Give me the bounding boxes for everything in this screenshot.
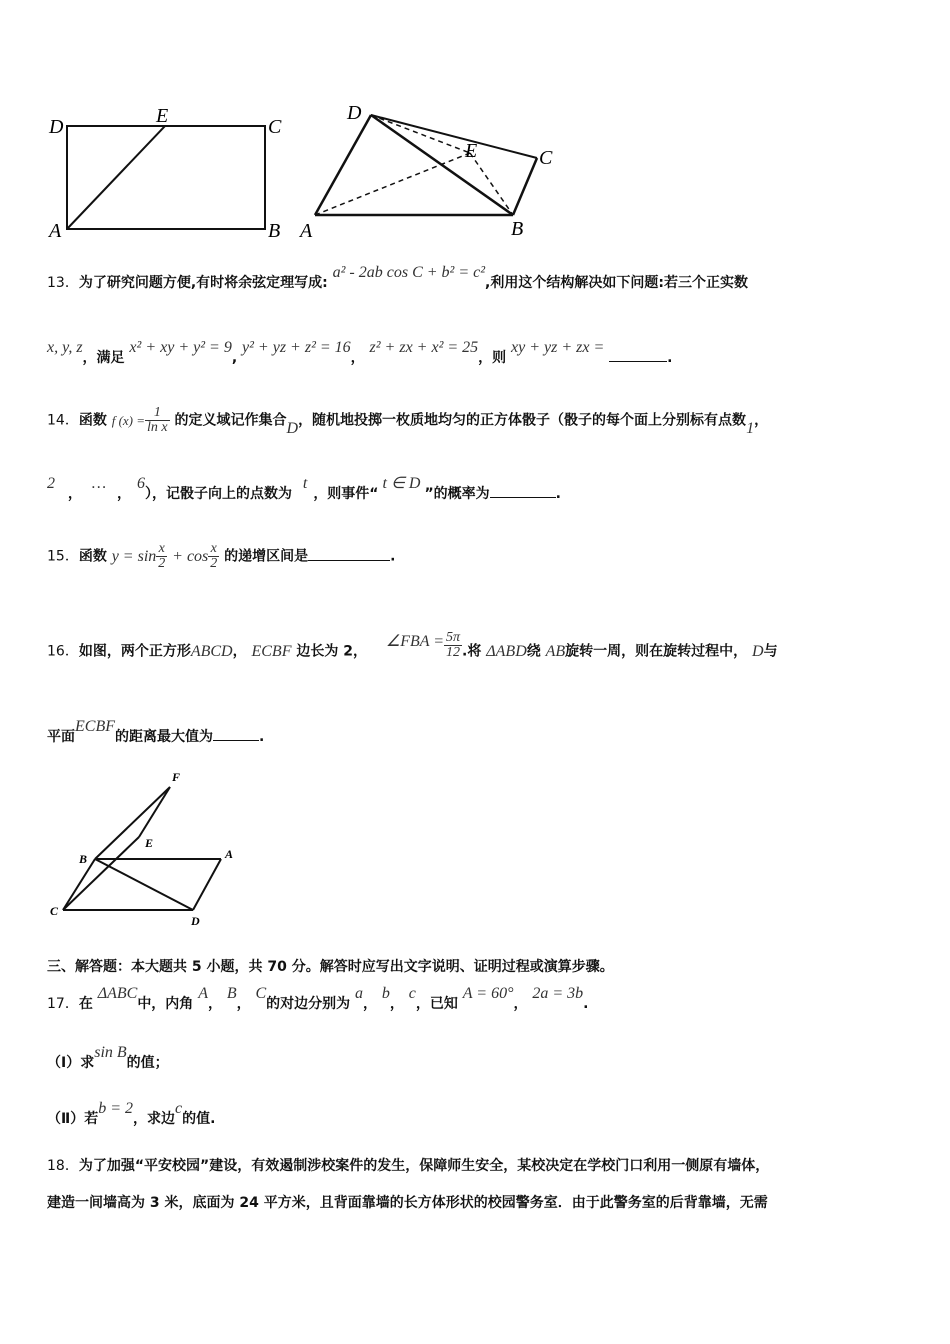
question-number: 15． [47,548,79,565]
q14-text: ”的概率为 [424,486,490,502]
side-b: b [381,985,390,1002]
fraction-numerator: 5π [446,630,461,645]
fraction-denominator: ln x [147,420,168,435]
question-number: 14． [47,412,79,429]
part-2-text: ，求边 [133,1111,176,1127]
q16-text: 与 [763,643,778,660]
label-b: B [268,220,281,242]
edge-de [371,115,470,153]
label-c: C [50,904,59,918]
q16-line2 [47,718,910,746]
question-number: 16． [47,643,79,660]
figure-two-squares [45,765,245,935]
part-2-label: （Ⅱ）若 [47,1111,99,1127]
q16-text: 的距离最大值为 [115,729,213,745]
edge-bf [95,787,170,859]
q16-text: 如图，两个正方形 [78,643,191,660]
condition-angle-a: A = 60° [462,985,514,1002]
q16-text: 旋转一周，则在旋转过程中， [565,643,748,660]
label-c: C [268,116,282,138]
edge-eb [470,153,513,215]
part-1-label: （Ⅰ）求 [47,1055,95,1071]
set-d: D [286,419,299,437]
function-fx: f (x) = [111,412,146,428]
comma: ， [232,643,247,660]
comma: ， [116,486,131,502]
edge-ec [63,837,139,910]
rect-abcd [67,126,265,229]
fraction-x-over-2 [208,542,219,571]
q13-text: ,利用这个结构解决如下问题:若三个正实数 [485,275,748,291]
q18-text: 为了加强“平安校园”建设，有效遏制涉校案件的发生，保障师生安全，某校决定在学校门口利用一侧原有墙体， [78,1158,770,1174]
plus-cos: + cos [172,547,209,565]
q18-text: 建造一间墙高为 3 米，底面为 24 平方米，且背面靠墙的长方体形状的校园警务室．由于此警务室的后背靠墙，无需 [47,1195,768,1211]
q13-line2: x, y, z，满足 x² + xy + y² = 9, y² + yz + z² = 16， z² + zx + x² = 25，则 xy + yz + zx = . [47,339,673,366]
label-a: A [300,220,313,242]
edge-da [315,115,371,215]
q17-end: . [583,996,589,1012]
target-expression: xy + yz + zx = [511,339,605,356]
part-1-text: 的值； [126,1055,169,1071]
angle-b: B [226,985,237,1002]
question-number: 13． [47,275,79,291]
fraction-numerator: x [208,542,219,557]
variable-t: t [302,475,308,492]
q17-part2 [47,1100,910,1128]
figure-folded [295,95,565,245]
edge-ae [315,153,470,215]
comma: ， [754,412,769,429]
q17-text: ，已知 [415,996,458,1012]
point-d: D [752,642,764,660]
label-b: B [511,218,524,240]
q15-text: 的递增区间是 [224,548,309,565]
fraction-numerator: 1 [145,406,170,421]
value-six: 6 [136,475,145,492]
angle-c: C [255,985,267,1002]
q16-text: 平面 [47,729,75,745]
fraction-denominator: 12 [446,645,461,660]
q14-text: ，则事件“ [313,486,379,502]
answer-blank[interactable] [490,485,556,498]
fraction-numerator: x [156,542,167,557]
fraction-denominator: 2 [210,556,218,571]
q14-text: ，随机地投掷一枚质地均匀的正方体骰子（骰子的每个面上分别标有点数 [298,412,747,429]
label-a: A [49,220,62,242]
answer-blank[interactable] [213,728,259,741]
figure-rectangle [40,95,300,245]
function-y-sin: y = sin [111,547,157,565]
label-a: A [225,847,234,861]
q17-line1: 17．在 ΔABC中，内角 A， B， C的对边分别为 a， b， c，已知 A = 60°， 2a = 3b. [47,985,589,1012]
answer-blank[interactable] [308,548,390,561]
label-d: D [191,914,200,928]
q16-text: 绕 [526,643,541,660]
q13-end: . [667,350,673,366]
edge-bc [513,158,537,215]
q16-text: 边长为 2， [296,643,367,660]
value-two: 2 [47,475,55,492]
label-c: C [539,147,553,169]
value-one: 1 [746,419,755,437]
angle-a: A [198,985,208,1002]
label-e: E [156,105,169,127]
q15-end: . [390,548,396,565]
fraction-x-over-2 [156,542,167,571]
q14-text: 的定义域记作集合 [174,412,287,429]
plane-ecbf: ECBF [75,718,115,735]
q16-end: . [259,729,265,745]
edge-ad [193,859,221,910]
answer-blank[interactable] [609,349,667,362]
ellipsis: … [91,475,107,492]
label-e: E [465,140,478,162]
question-number: 17． [47,996,79,1012]
side-c: c [408,985,416,1002]
expression-sin-b: sin B [94,1044,127,1061]
expression-b-eq-2: b = 2 [98,1100,134,1117]
q13-line1 [47,264,910,292]
side-a: a [355,985,364,1002]
equation-1: x² + xy + y² = 9 [129,339,232,356]
fraction-5pi-over-12 [444,631,462,660]
q14-text: 函数 [78,412,107,429]
q13-text: ，满足 [82,350,125,366]
label-e: E [145,836,154,850]
q17-part1 [47,1044,910,1072]
q16-text: .将 [462,643,482,660]
equation-3: z² + zx + x² = 25 [369,339,479,356]
edge-bd [95,859,193,910]
edge-dc [371,115,537,158]
triangle-abd: ΔABD [486,642,527,660]
comma: ， [67,486,82,502]
q18-line1 [47,1155,910,1175]
segment-ae [67,126,165,229]
q17-text: 在 [78,996,93,1012]
triangle-abc: ΔABC [97,985,138,1002]
q13-text: ，则 [478,350,507,366]
q16-line1 [47,630,910,666]
side-c: c [175,1100,183,1117]
label-d: D [49,116,64,138]
question-number: 18． [47,1158,79,1174]
square-ecbf: ECBF [251,642,292,660]
cosine-law-formula: a² - 2ab cos C + b² = c² [332,264,486,281]
equation-2: y² + yz + z² = 16 [242,339,351,356]
q15-text: 函数 [78,548,107,565]
part-2-text: 的值. [182,1111,216,1127]
square-abcd: ABCD [190,642,233,660]
q18-line2 [47,1192,910,1212]
variables: x, y, z [47,339,83,356]
event-t-in-d: t ∈ D [382,475,421,492]
q14-end: . [555,486,561,502]
label-b: B [79,852,88,866]
fraction-denominator: 2 [158,556,166,571]
q14-line2 [47,475,910,503]
axis-ab: AB [545,642,566,660]
q14-text: ），记骰子向上的点数为 [144,486,292,502]
condition-sides: 2a = 3b [532,985,584,1002]
section-3-text: 三、解答题：本大题共 5 小题，共 70 分。解答时应写出文字说明、证明过程或演算步骤。 [47,959,614,975]
q17-text: 中，内角 [137,996,194,1012]
q17-text: 的对边分别为 [266,996,351,1012]
angle-fba: ∠FBA = [385,632,445,650]
fraction-1-over-lnx [145,406,170,435]
section-3-heading [47,956,910,976]
q15-line [47,542,910,571]
q14-line1 [47,406,910,435]
label-f: F [172,770,181,784]
q13-text: 为了研究问题方便,有时将余弦定理写成: [78,275,328,291]
label-d: D [347,102,362,124]
